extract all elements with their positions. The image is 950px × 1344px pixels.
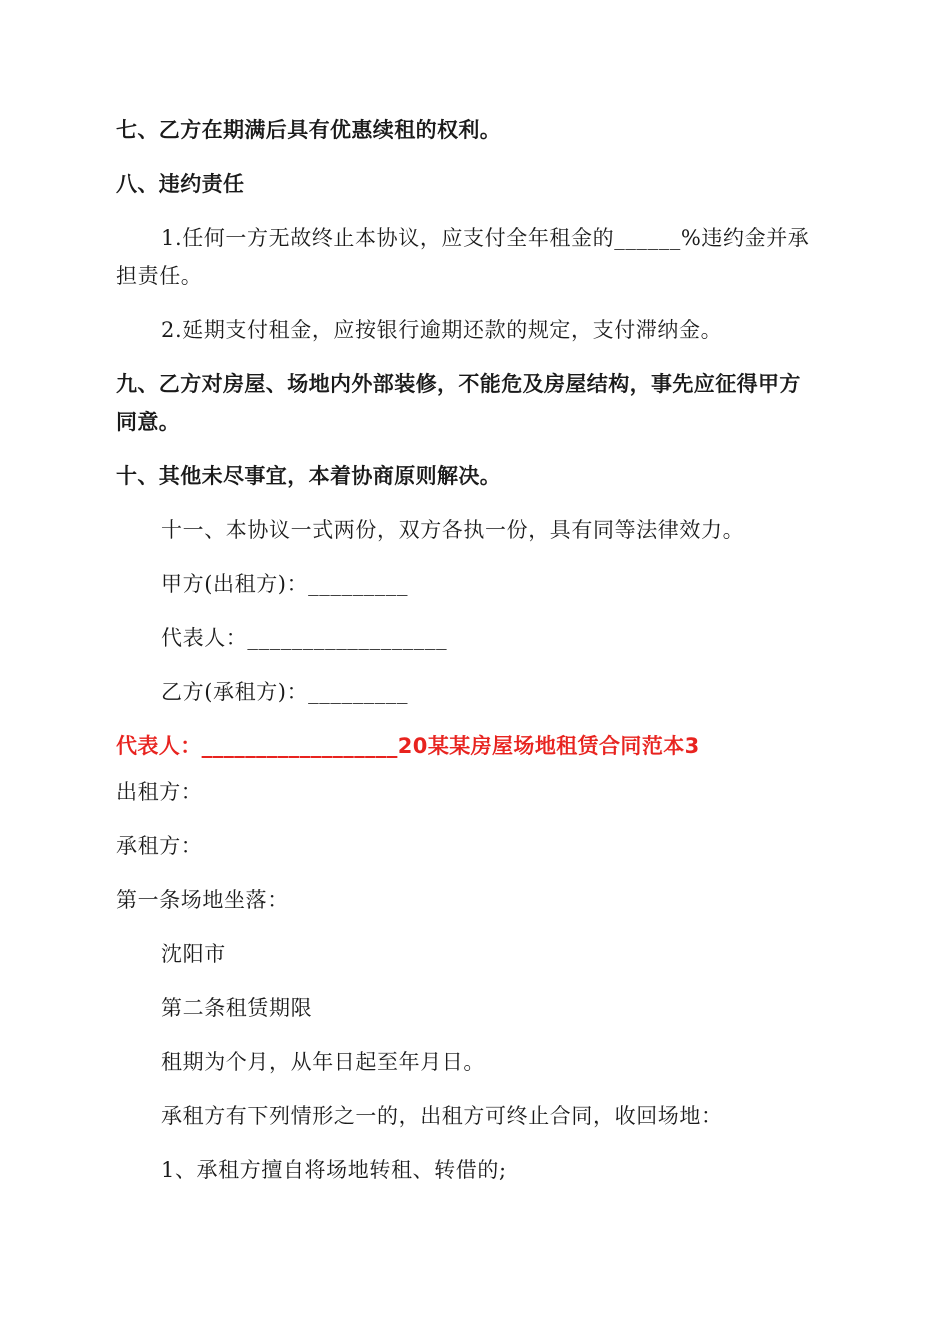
lessor-label: 出租方：: [116, 780, 203, 804]
party-a-representative-line: 代表人：__________________: [161, 626, 448, 650]
party-b-signature-line: 乙方(承租方)：_________: [161, 680, 409, 704]
clause-9-heading: 九、乙方对房屋、场地内外部装修，不能危及房屋结构，事先应征得甲方: [116, 372, 801, 396]
clause-8-heading: 八、违约责任: [116, 172, 245, 196]
clause-8-item-1-continued: 担责任。: [116, 264, 203, 288]
termination-conditions-intro: 承租方有下列情形之一的，出租方可终止合同，收回场地：: [161, 1104, 723, 1128]
clause-11-text: 十一、本协议一式两份，双方各执一份，具有同等法律效力。: [161, 518, 745, 542]
party-a-signature-line: 甲方(出租方)：_________: [161, 572, 409, 596]
section-title-red: 代表人：__________________20某某房屋场地租赁合同范本3: [116, 734, 700, 758]
clause-8-item-1: 1.任何一方无故终止本协议，应支付全年租金的______%违约金并承: [161, 226, 810, 250]
clause-9-heading-continued: 同意。: [116, 410, 181, 434]
clause-10-heading: 十、其他未尽事宜，本着协商原则解决。: [116, 464, 502, 488]
location-city: 沈阳市: [161, 942, 226, 966]
clause-7-heading: 七、乙方在期满后具有优惠续租的权利。: [116, 118, 502, 142]
article-2-lease-term: 第二条租赁期限: [161, 996, 313, 1020]
lease-term-text: 租期为个月，从年日起至年月日。: [161, 1050, 485, 1074]
clause-8-item-2: 2.延期支付租金，应按银行逾期还款的规定，支付滞纳金。: [161, 318, 723, 342]
article-1-location: 第一条场地坐落：: [116, 888, 289, 912]
lessee-label: 承租方：: [116, 834, 203, 858]
termination-condition-1: 1、承租方擅自将场地转租、转借的;: [161, 1158, 507, 1182]
